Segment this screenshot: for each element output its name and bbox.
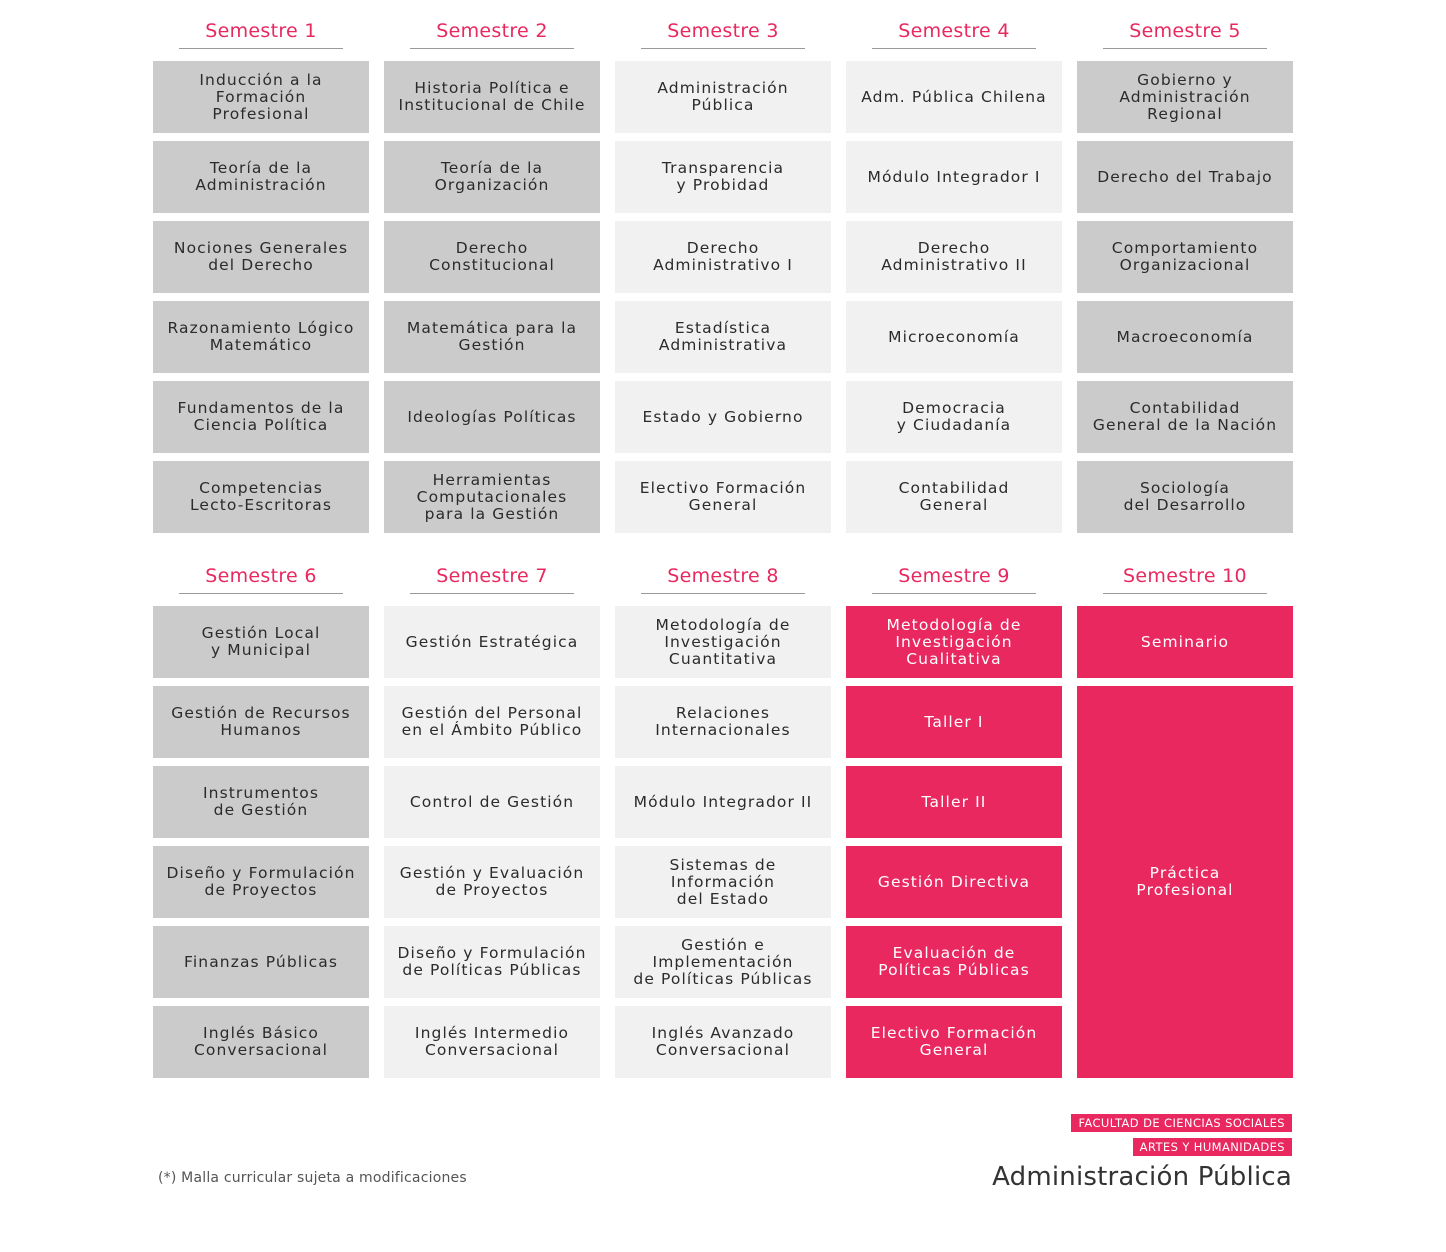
- course-cell: Transparencia y Probidad: [615, 141, 831, 213]
- course-cell: Nociones Generales del Derecho: [153, 221, 369, 293]
- course-cell: Inducción a la Formación Profesional: [153, 61, 369, 133]
- course-cell: Microeconomía: [846, 301, 1062, 373]
- course-cell: Derecho Constitucional: [384, 221, 600, 293]
- semester-title-underline: [410, 48, 574, 49]
- course-cell: Práctica Profesional: [1077, 686, 1293, 1078]
- course-cell: Inglés Avanzado Conversacional: [615, 1006, 831, 1078]
- course-cell: Sociología del Desarrollo: [1077, 461, 1293, 533]
- course-cell: Derecho Administrativo II: [846, 221, 1062, 293]
- faculty-badge-line2: ARTES Y HUMANIDADES: [1133, 1138, 1292, 1156]
- semester-title-text: Semestre 10: [1123, 565, 1247, 587]
- course-cell: Competencias Lecto-Escritoras: [153, 461, 369, 533]
- course-cell: Teoría de la Organización: [384, 141, 600, 213]
- course-cell: Gestión Local y Municipal: [153, 606, 369, 678]
- course-cell: Contabilidad General: [846, 461, 1062, 533]
- course-cell: Módulo Integrador I: [846, 141, 1062, 213]
- course-cell: Electivo Formación General: [846, 1006, 1062, 1078]
- course-cell: Metodología de Investigación Cuantitativa: [615, 606, 831, 678]
- course-cell: Historia Política e Institucional de Chile: [384, 61, 600, 133]
- course-cell: Seminario: [1077, 606, 1293, 678]
- semester-title: [384, 18, 600, 48]
- course-cell: Herramientas Computacionales para la Gestión: [384, 461, 600, 533]
- course-cell: Democracia y Ciudadanía: [846, 381, 1062, 453]
- semester-column: [846, 18, 1062, 514]
- semester-title-underline: [641, 593, 805, 594]
- course-cell: Instrumentos de Gestión: [153, 766, 369, 838]
- semester-title-text: Semestre 5: [1129, 20, 1241, 42]
- footer-note: (*) Malla curricular sujeta a modificaciones: [158, 1170, 467, 1186]
- course-cell: Adm. Pública Chilena: [846, 61, 1062, 133]
- semester-title-underline: [1103, 593, 1267, 594]
- semester-title-text: Semestre 3: [667, 20, 779, 42]
- semester-title-underline: [641, 48, 805, 49]
- course-cell: Evaluación de Políticas Públicas: [846, 926, 1062, 998]
- semester-title-underline: [872, 48, 1036, 49]
- semester-title: [153, 18, 369, 48]
- semester-title-text: Semestre 2: [436, 20, 548, 42]
- course-cell: Gestión Directiva: [846, 846, 1062, 918]
- course-cell: Teoría de la Administración: [153, 141, 369, 213]
- semester-column: [384, 18, 600, 523]
- semester-title-underline: [179, 48, 343, 49]
- semester-title-underline: [179, 593, 343, 594]
- course-cell: Electivo Formación General: [615, 461, 831, 533]
- course-cell: Taller II: [846, 766, 1062, 838]
- course-cell: Estado y Gobierno: [615, 381, 831, 453]
- semester-title: [615, 18, 831, 48]
- course-cell: Razonamiento Lógico Matemático: [153, 301, 369, 373]
- course-cell: Ideologías Políticas: [384, 381, 600, 453]
- program-title: Administración Pública: [992, 1162, 1292, 1192]
- semester-title-text: Semestre 9: [898, 565, 1010, 587]
- semester-column: [846, 563, 1062, 1059]
- course-cell: Finanzas Públicas: [153, 926, 369, 998]
- course-cell: Macroeconomía: [1077, 301, 1293, 373]
- course-cell: Gestión y Evaluación de Proyectos: [384, 846, 600, 918]
- semester-title-text: Semestre 1: [205, 20, 317, 42]
- course-cell: Estadística Administrativa: [615, 301, 831, 373]
- semester-title: [1077, 563, 1293, 593]
- course-cell: Metodología de Investigación Cualitativa: [846, 606, 1062, 678]
- semester-column: [1077, 563, 1293, 899]
- course-cell: Matemática para la Gestión: [384, 301, 600, 373]
- course-cell: Módulo Integrador II: [615, 766, 831, 838]
- semester-column: [615, 563, 831, 1059]
- course-cell: Administración Pública: [615, 61, 831, 133]
- course-cell: Diseño y Formulación de Proyectos: [153, 846, 369, 918]
- course-cell: Gestión de Recursos Humanos: [153, 686, 369, 758]
- semester-title-text: Semestre 4: [898, 20, 1010, 42]
- faculty-badge-line1: FACULTAD DE CIENCIAS SOCIALES: [1071, 1114, 1292, 1132]
- course-cell: Diseño y Formulación de Políticas Públicas: [384, 926, 600, 998]
- semester-title: [846, 563, 1062, 593]
- semester-column: [384, 563, 600, 1059]
- semester-title-text: Semestre 6: [205, 565, 317, 587]
- course-cell: Derecho Administrativo I: [615, 221, 831, 293]
- course-cell: Sistemas de Información del Estado: [615, 846, 831, 918]
- semester-column: [153, 563, 369, 1059]
- semester-title-underline: [410, 593, 574, 594]
- semester-title: [1077, 18, 1293, 48]
- course-cell: Relaciones Internacionales: [615, 686, 831, 758]
- course-cell: Taller I: [846, 686, 1062, 758]
- course-cell: Inglés Básico Conversacional: [153, 1006, 369, 1078]
- course-cell: Comportamiento Organizacional: [1077, 221, 1293, 293]
- course-cell: Control de Gestión: [384, 766, 600, 838]
- course-cell: Derecho del Trabajo: [1077, 141, 1293, 213]
- semester-title: [384, 563, 600, 593]
- course-cell: Gestión e Implementación de Políticas Públicas: [615, 926, 831, 998]
- semester-title-text: Semestre 8: [667, 565, 779, 587]
- course-cell: Gestión del Personal en el Ámbito Público: [384, 686, 600, 758]
- semester-column: [615, 18, 831, 514]
- semester-title-underline: [872, 593, 1036, 594]
- semester-title: [846, 18, 1062, 48]
- semester-title: [615, 563, 831, 593]
- course-cell: Inglés Intermedio Conversacional: [384, 1006, 600, 1078]
- semester-title: [153, 563, 369, 593]
- semester-column: [153, 18, 369, 514]
- semester-title-text: Semestre 7: [436, 565, 548, 587]
- semester-column: [1077, 18, 1293, 514]
- course-cell: Gobierno y Administración Regional: [1077, 61, 1293, 133]
- course-cell: Contabilidad General de la Nación: [1077, 381, 1293, 453]
- course-cell: Gestión Estratégica: [384, 606, 600, 678]
- course-cell: Fundamentos de la Ciencia Política: [153, 381, 369, 453]
- semester-title-underline: [1103, 48, 1267, 49]
